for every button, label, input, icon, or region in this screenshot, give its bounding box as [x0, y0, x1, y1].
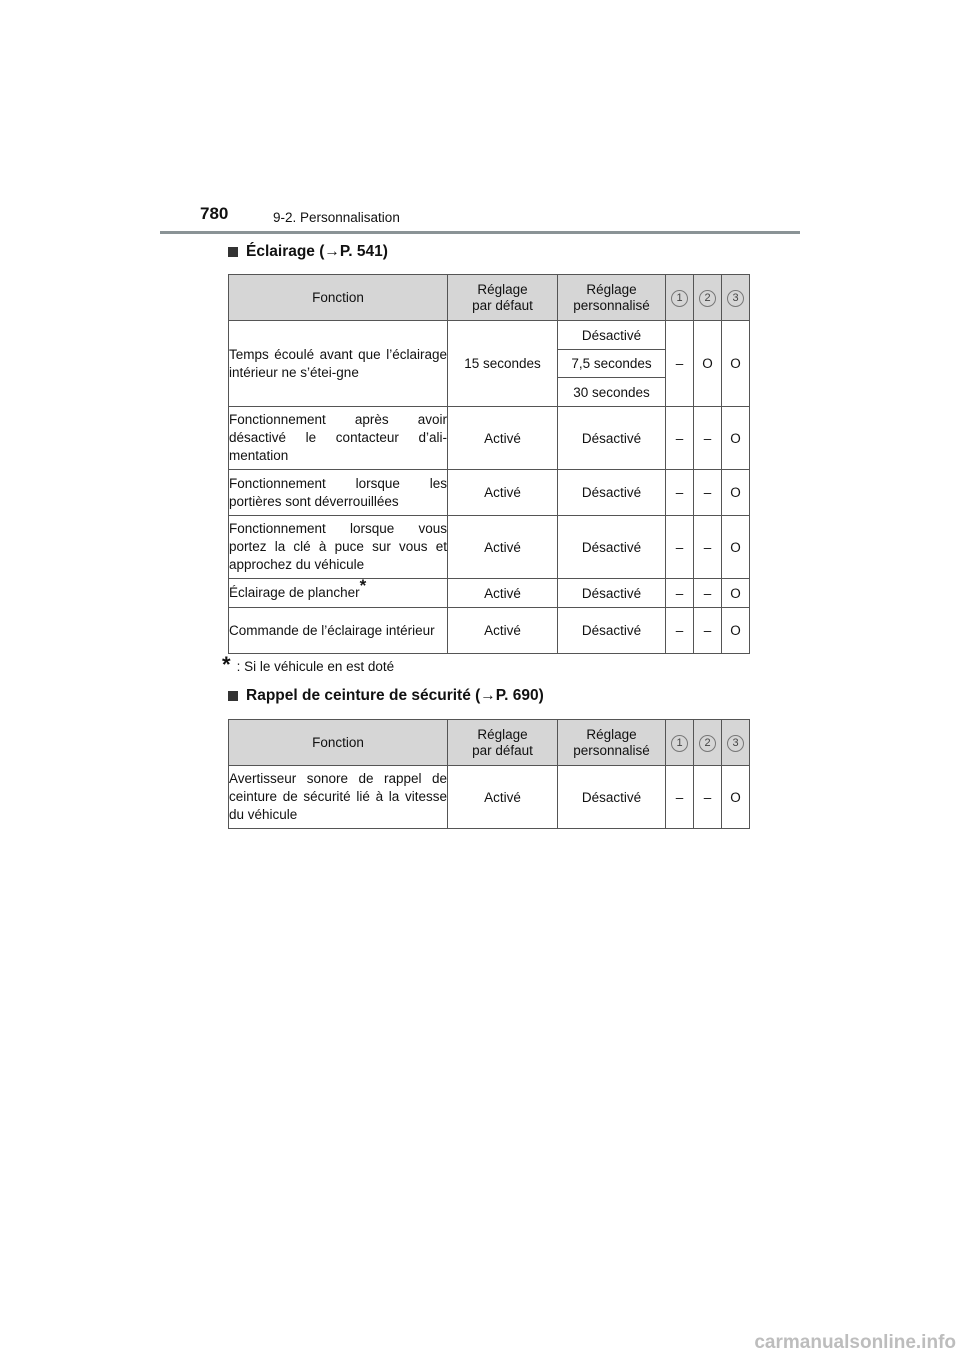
row-col-1: – — [666, 608, 694, 654]
header-custom: Réglage personnalisé — [558, 720, 666, 766]
row-function: Commande de l’éclairage intérieur — [229, 608, 448, 654]
row-col-1: – — [666, 579, 694, 608]
row-function — [229, 575, 448, 608]
table-header-row — [229, 720, 750, 766]
row-custom: Désactivé — [558, 608, 666, 654]
circled-number-3: 3 — [727, 290, 744, 307]
row-custom: Désactivé — [558, 766, 666, 829]
row-default: Activé — [448, 579, 558, 608]
page-reference[interactable]: P. 690) — [495, 687, 544, 704]
footnote-text: : Si le véhicule en est doté — [236, 659, 395, 674]
seatbelt-table — [228, 719, 750, 829]
row-col-2: – — [694, 516, 722, 579]
row-function: Fonctionnement lorsque les portières sont déverrouillées — [229, 470, 448, 516]
circled-number-1: 1 — [671, 290, 688, 307]
section-title-seatbelt — [226, 687, 544, 705]
row-default: Activé — [448, 470, 558, 516]
table-row — [229, 407, 750, 470]
arrow-right-icon: → — [480, 687, 496, 704]
row-function-text: Éclairage de plancher — [229, 585, 360, 600]
page-reference[interactable]: P. 541) — [339, 243, 388, 260]
row-custom-option: 7,5 secondes — [558, 350, 666, 378]
circled-number-2: 2 — [699, 290, 716, 307]
row-col-1: – — [666, 470, 694, 516]
row-custom: Désactivé — [558, 579, 666, 608]
table-row — [229, 579, 750, 608]
header-col-3 — [722, 720, 750, 766]
table-row — [229, 608, 750, 654]
header-function: Fonction — [229, 275, 448, 321]
chapter-title: 9-2. Personnalisation — [273, 210, 400, 225]
row-function: Fonctionnement après avoir désactivé le contacteur d’ali-mentation — [229, 407, 448, 470]
section-title-text: Rappel de ceinture de sécurité ( — [246, 687, 481, 704]
row-col-2: – — [694, 766, 722, 829]
row-col-3: O — [722, 470, 750, 516]
eclairage-table — [228, 274, 750, 654]
table-row — [229, 470, 750, 516]
row-col-2: – — [694, 470, 722, 516]
page-number: 780 — [200, 204, 229, 223]
row-col-2: – — [694, 407, 722, 470]
header-col-2 — [694, 275, 722, 321]
row-default: Activé — [448, 407, 558, 470]
watermark: carmanualsonline.info — [754, 1332, 956, 1353]
arrow-right-icon: → — [324, 243, 340, 260]
circled-number-2: 2 — [699, 735, 716, 752]
footnote-asterisk: * — [222, 652, 231, 677]
footnote — [222, 652, 395, 677]
row-col-2: – — [694, 608, 722, 654]
row-default: 15 secondes — [448, 321, 558, 407]
table-row — [229, 516, 750, 579]
header-col-3 — [722, 275, 750, 321]
row-function: Avertisseur sonore de rappel de ceinture de sécurité lié à la vitesse du véhicule — [229, 766, 448, 829]
section-title-eclairage — [226, 243, 388, 261]
row-col-3: O — [722, 516, 750, 579]
square-bullet-icon — [228, 247, 238, 257]
row-default: Activé — [448, 766, 558, 829]
header-divider — [160, 231, 800, 234]
row-col-3: O — [722, 579, 750, 608]
row-col-2: O — [694, 321, 722, 407]
row-function: Fonctionnement lorsque vous portez la clé à puce sur vous et approchez du véhicule — [229, 516, 448, 579]
square-bullet-icon — [228, 691, 238, 701]
table-header-row — [229, 275, 750, 321]
section-title-text: Éclairage ( — [246, 243, 325, 260]
row-custom: Désactivé — [558, 470, 666, 516]
header-col-1 — [666, 720, 694, 766]
row-default: Activé — [448, 608, 558, 654]
header-function: Fonction — [229, 720, 448, 766]
header-custom: Réglage personnalisé — [558, 275, 666, 321]
row-function: Temps écoulé avant que l’éclairage intérieur ne s’étei-gne — [229, 321, 448, 407]
row-custom-option: Désactivé — [558, 321, 666, 350]
row-custom-option: 30 secondes — [558, 378, 666, 407]
row-col-3: O — [722, 407, 750, 470]
row-col-2: – — [694, 579, 722, 608]
row-custom: Désactivé — [558, 516, 666, 579]
row-col-3: O — [722, 321, 750, 407]
row-col-3: O — [722, 608, 750, 654]
circled-number-1: 1 — [671, 735, 688, 752]
header-default: Réglage par défaut — [448, 720, 558, 766]
row-col-1: – — [666, 407, 694, 470]
table-row — [229, 321, 750, 350]
header-default: Réglage par défaut — [448, 275, 558, 321]
header-col-1 — [666, 275, 694, 321]
row-col-1: – — [666, 321, 694, 407]
row-col-3: O — [722, 766, 750, 829]
asterisk-mark: * — [359, 575, 367, 595]
row-custom: Désactivé — [558, 407, 666, 470]
circled-number-3: 3 — [727, 735, 744, 752]
row-col-1: – — [666, 766, 694, 829]
header-col-2 — [694, 720, 722, 766]
row-col-1: – — [666, 516, 694, 579]
table-row — [229, 766, 750, 829]
row-default: Activé — [448, 516, 558, 579]
